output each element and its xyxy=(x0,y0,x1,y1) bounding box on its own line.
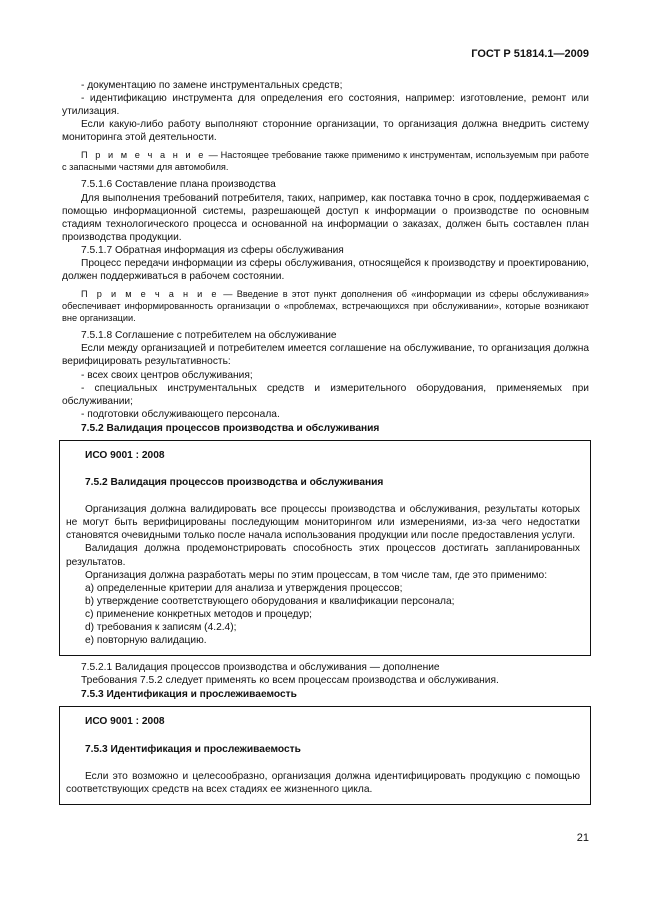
standard-code-header: ГОСТ Р 51814.1—2009 xyxy=(471,48,589,60)
list-item: - подготовки обслуживающего персонала. xyxy=(81,408,280,420)
paragraph: Требования 7.5.2 следует применять ко всем процессам производства и обслуживания. xyxy=(81,675,499,687)
note-text: — Введение в этот пункт дополнения об «информации из сферы обслуживания» обеспечивает информированность организации о «проблемах, встречающихся при обслуживании», которые возникают вне организации. xyxy=(62,289,589,324)
list-item: e) повторную валидацию. xyxy=(85,635,207,647)
section-heading-7-5-1-7: 7.5.1.7 Обратная информация из сферы обслуживания xyxy=(81,244,344,256)
list-item: c) применение конкретных методов и процедур; xyxy=(85,608,312,620)
section-heading-7-5-1-6: 7.5.1.6 Составление плана производства xyxy=(81,179,276,191)
iso-quote-box xyxy=(59,440,591,656)
note xyxy=(62,149,589,173)
list-item: - всех своих центров обслуживания; xyxy=(81,369,253,381)
paragraph: Для выполнения требований потребителя, таких, например, как поставка точно в срок, поддерживаемая с помощью информационной системы, разрешающей доступ к информации о производстве по основным стадиям технологического процесса и основанной на информации о заказах, должен быть составлен план производства продукции. xyxy=(62,192,589,243)
paragraph: Валидация должна продемонстрировать способность этих процессов достигать запланированных результатов. xyxy=(66,543,580,568)
paragraph: Если какую-либо работу выполняют сторонние организации, то организация должна внедрить систему мониторинга этой деятельности. xyxy=(62,119,589,144)
list-item: d) требования к записям (4.2.4); xyxy=(85,622,237,633)
paragraph: - документацию по замене инструментальных средств; xyxy=(81,80,343,91)
box-heading: 7.5.2 Валидация процессов производства и обслуживания xyxy=(85,477,384,489)
page-content xyxy=(62,79,589,810)
paragraph: Организация должна валидировать все процессы производства и обслуживания, результаты которых не могут быть верифицированы последующим мониторингом или измерениями, из-за чего недостатки становятся очевидными только после начала использования продукции или после предоставления услуги. xyxy=(66,504,580,542)
paragraph: - идентификацию инструмента для определения его состояния, например: изготовление, ремонт или утилизация. xyxy=(62,93,589,118)
section-heading-7-5-2-1: 7.5.2.1 Валидация процессов производства и обслуживания — дополнение xyxy=(81,662,440,674)
page-number: 21 xyxy=(576,832,589,844)
list-item: b) утверждение соответствующего оборудования и квалификации персонала; xyxy=(85,595,455,607)
list-item: - специальных инструментальных средств и измерительного оборудования, применяемых при обслуживании; xyxy=(62,382,589,407)
box-heading: 7.5.3 Идентификация и прослеживаемость xyxy=(85,743,301,755)
note xyxy=(62,288,589,324)
note-text: — Настоящее требование также применимо к инструментам, используемым при работе с запасными частями для автомобиля. xyxy=(62,150,589,173)
iso-reference: ИСО 9001 : 2008 xyxy=(85,716,165,728)
paragraph: Процесс передачи информации из сферы обслуживания, относящейся к производству и проектированию, должен поддерживаться в рабочем состоянии. xyxy=(62,258,589,283)
paragraph: Организация должна разработать меры по этим процессам, в том числе там, где это применимо: xyxy=(85,569,548,581)
note-label: П р и м е ч а н и е xyxy=(81,289,219,300)
list-item: а) определенные критерии для анализа и утверждения процессов; xyxy=(85,582,403,594)
paragraph: Если между организацией и потребителем имеется соглашение на обслуживание, то организация должна верифицировать результативность: xyxy=(62,343,589,368)
section-heading-7-5-3: 7.5.3 Идентификация и прослеживаемость xyxy=(81,689,297,701)
paragraph: Если это возможно и целесообразно, организация должна идентифицировать продукцию с помощью соответствующих средств на всех стадиях ее жизненного цикла. xyxy=(66,770,580,795)
section-heading-7-5-2: 7.5.2 Валидация процессов производства и обслуживания xyxy=(81,422,380,434)
iso-quote-box xyxy=(59,706,591,804)
note-label: П р и м е ч а н и е xyxy=(81,150,206,161)
iso-reference: ИСО 9001 : 2008 xyxy=(85,449,165,461)
section-heading-7-5-1-8: 7.5.1.8 Соглашение с потребителем на обслуживание xyxy=(81,330,337,342)
